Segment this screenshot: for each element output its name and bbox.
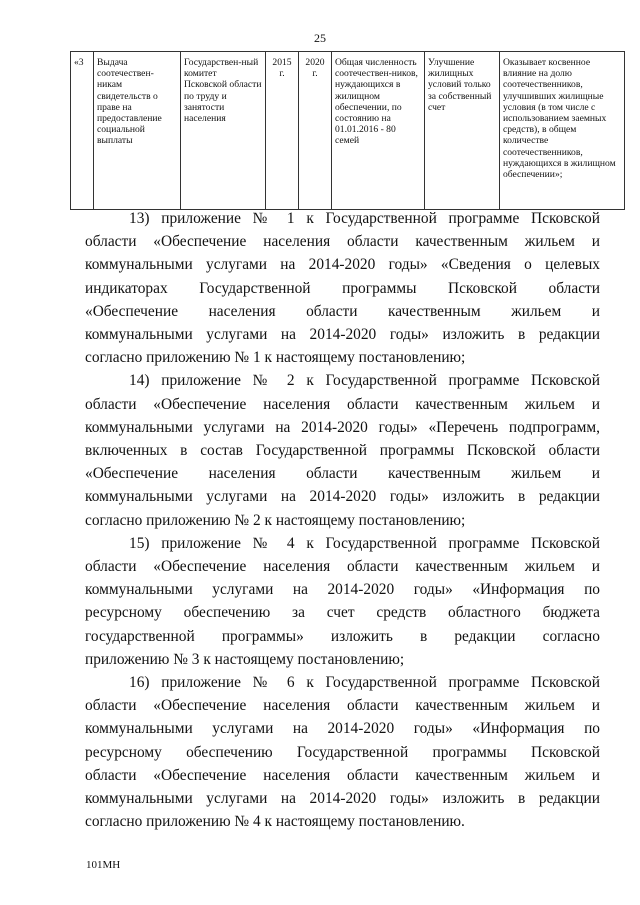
program-table <box>70 51 625 210</box>
text-line: коммунальными услугами на 2014-2020 годы» изложить в редакции <box>85 488 600 506</box>
cell-indicator: Выдача соотечествен-никам свидетельств о праве на предоставление социальной выплаты <box>94 52 181 210</box>
paragraph <box>85 369 600 531</box>
footer-code: 101МН <box>86 859 121 871</box>
text-line: «Обеспечение населения области качественным жильем и <box>85 465 600 483</box>
text-line: согласно приложению № 4 к настоящему постановлению. <box>85 813 465 831</box>
paragraph <box>85 532 600 671</box>
paragraph <box>85 207 600 369</box>
text-line: 13) приложение № 1 к Государственной программе Псковской <box>129 210 600 227</box>
text-line: «Обеспечение населения области качественным жильем и <box>85 302 600 320</box>
text-line: коммунальными услугами на 2014-2020 годы» «Сведения о целевых <box>85 256 600 274</box>
cell-row-number: «3 <box>71 52 94 210</box>
text-line: 15) приложение № 4 к Государственной программе Псковской <box>129 534 600 552</box>
text-line: 14) приложение № 2 к Государственной программе Псковской <box>129 372 600 390</box>
text-line: 16) приложение № 6 к Государственной программе Псковской <box>129 674 600 692</box>
text-line: коммунальными услугами на 2014-2020 годы» «Информация по <box>85 720 600 738</box>
text-line: коммунальными услугами на 2014-2020 годы» изложить в редакции <box>85 326 600 344</box>
cell-year-end: 2020 г. <box>299 52 332 210</box>
text-line: коммунальными услугами на 2014-2020 годы» «Информация по <box>85 581 600 599</box>
page-number: 25 <box>314 31 326 45</box>
text-line: области «Обеспечение населения области качественным жильем и <box>85 558 600 576</box>
text-line: области «Обеспечение населения области качественным жильем и <box>85 395 600 413</box>
text-line: области «Обеспечение населения области качественным жильем и <box>85 233 600 251</box>
text-line: согласно приложению № 2 к настоящему постановлению; <box>85 511 466 529</box>
table-row <box>71 52 625 210</box>
text-line: включенных в состав Государственной программы Псковской области <box>85 442 600 460</box>
text-line: коммунальными услугами на 2014-2020 годы» изложить в редакции <box>85 790 600 808</box>
cell-year-start: 2015 г. <box>266 52 299 210</box>
cell-object: Общая численность соотечествен-ников, нуждающихся в жилищном обеспечении, по состоянию на 01.01.2016 - 80 семей <box>332 52 425 210</box>
cell-result: Улучшение жилищных условий только за собственный счет <box>425 52 500 210</box>
text-line: области «Обеспечение населения области качественным жильем и <box>85 766 600 784</box>
paragraph <box>85 671 600 833</box>
text-line: ресурсному обеспечению Государственной программы Псковской <box>85 743 600 761</box>
text-line: государственной программы» изложить в редакции согласно <box>85 627 600 645</box>
text-line: области «Обеспечение населения области качественным жильем и <box>85 697 600 715</box>
cell-influence: Оказывает косвенное влияние на долю соотечественников, улучшивших жилищные условия (в том числе с использованием заемных средств), в общем количестве соотечественников, нуждающихся в жилищном обеспечении»; <box>500 52 625 210</box>
text-line: согласно приложению № 1 к настоящему постановлению; <box>85 349 466 367</box>
cell-responsible: Государствен-ный комитет Псковской области по труду и занятости населения <box>181 52 266 210</box>
document-body <box>85 207 600 833</box>
text-line: индикаторах Государственной программы Псковской области <box>85 279 600 297</box>
text-line: приложению № 3 к настоящему постановлению; <box>85 650 405 668</box>
text-line: ресурсному обеспечению за счет средств областного бюджета <box>85 604 600 622</box>
text-line: коммунальными услугами на 2014-2020 годы» «Перечень подпрограмм, <box>85 418 600 436</box>
